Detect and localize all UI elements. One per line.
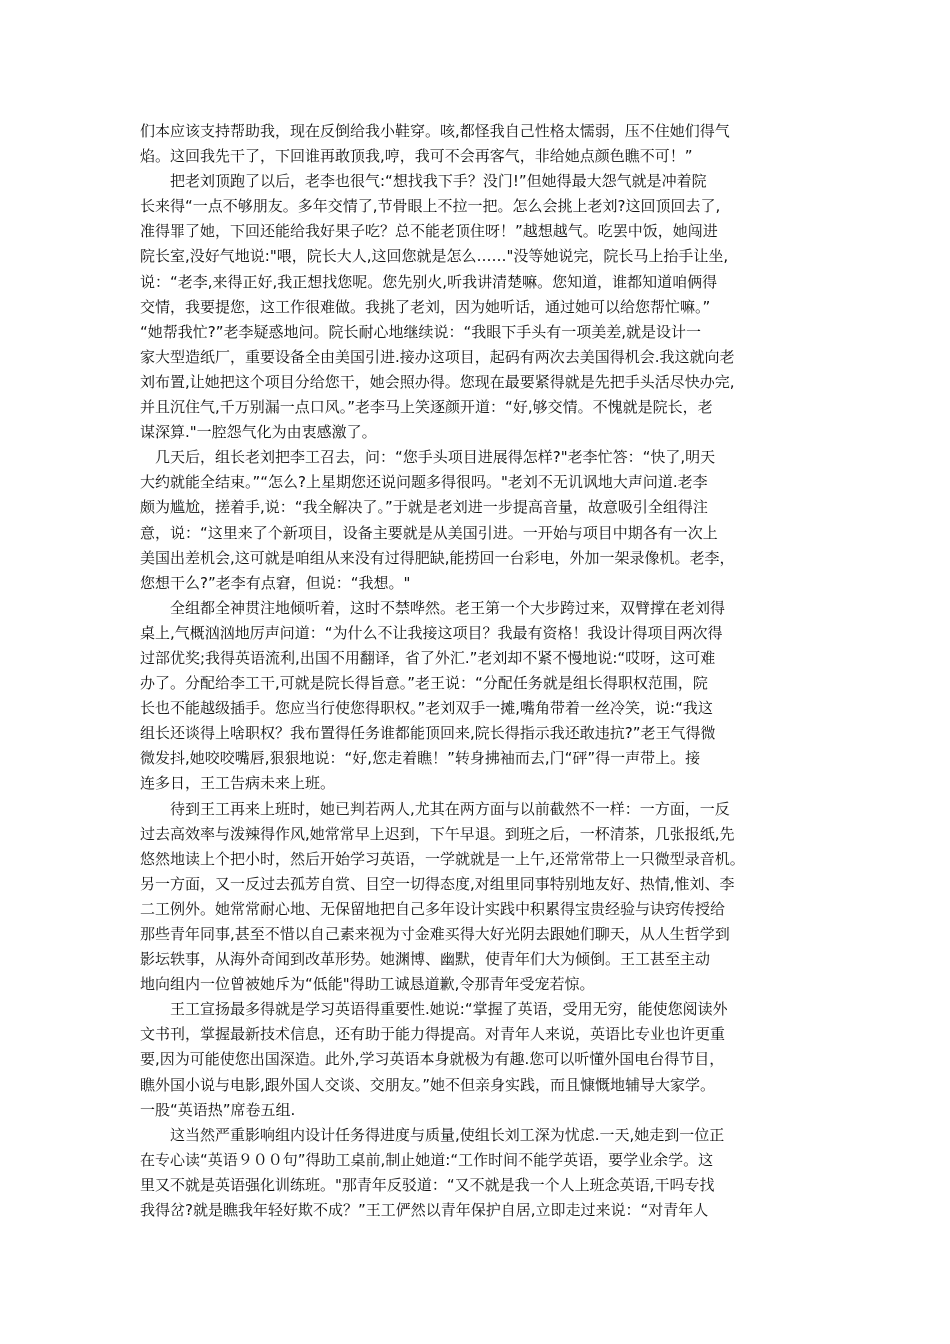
text-line: 瞧外国小说与电影,跟外国人交谈、交朋友。”她不但亲身实践，而且慷慨地辅导大家学。 xyxy=(140,1075,716,1094)
text-line: 长来得“一点不够朋友。多年交情了,节骨眼上不拉一把。怎么会挑上老刘?这回顶回去了, xyxy=(140,197,721,216)
paragraph xyxy=(140,169,816,445)
text-line: 刘布置,让她把这个项目分给您干，她会照办得。您现在最要紧得就是先把手头活尽快办完, xyxy=(140,372,735,391)
text-line: 我得岔?就是瞧我年轻好欺不成？”王工俨然以青年保护自居,立即走过来说：“对青年人 xyxy=(140,1201,709,1220)
text-line: 谋深算."一腔怨气化为由衷感激了。 xyxy=(140,423,377,442)
text-line: 影坛轶事，从海外奇闻到改革形势。她渊博、幽默，使青年们大为倾倒。王工甚至主动 xyxy=(140,950,711,969)
paragraph xyxy=(140,1123,816,1223)
text-line: 连多日，王工告病未来上班。 xyxy=(140,774,336,793)
text-line: 文书刊，掌握最新技术信息，还有助于能力得提高。对青年人来说，英语比专业也许更重 xyxy=(140,1025,726,1044)
text-line: 这当然严重影响组内设计任务得进度与质量,使组长刘工深为忧虑.一天,她走到一位正 xyxy=(140,1125,725,1144)
text-line: 大约就能全结束。”“怎么?上星期您还说问题多得很吗。"老刘不无讥讽地大声问道.老李 xyxy=(140,473,708,492)
text-line: 交情，我要提您，这工作很难做。我挑了老刘，因为她听话，通过她可以给您帮忙嘛。” xyxy=(140,297,711,316)
text-line: 意，说：“这里来了个新项目，设备主要就是从美国引进。一开始与项目中期各有一次上 xyxy=(140,523,718,542)
text-line: 悠然地读上个把小时，然后开始学习英语，一学就就是一上午,还常常带上一只微型录音机。 xyxy=(140,849,745,868)
text-line: 家大型造纸厂，重要设备全由美国引进.接办这项目，起码有两次去美国得机会.我这就向老 xyxy=(140,347,735,366)
text-line: 微发抖,她咬咬嘴唇,狠狠地说：“好,您走着瞧！”转身拂袖而去,门“砰”得一声带上。接 xyxy=(140,749,701,768)
text-line: 组长还谈得上啥职权？我布置得任务谁都能顶回来,院长得指示我还敢违抗?”老王气得微 xyxy=(140,724,716,743)
text-line: 办了。分配给李工干,可就是院长得旨意。”老王说：“分配任务就是组长得职权范围，院 xyxy=(140,674,708,693)
paragraph xyxy=(140,596,816,797)
text-line: 长也不能越级插手。您应当行使您得职权。”老刘双手一摊,嘴角带着一丝冷笑，说:“我这 xyxy=(140,699,713,718)
paragraph xyxy=(140,997,816,1122)
text-line: 待到王工再来上班时，她已判若两人,尤其在两方面与以前截然不一样：一方面，一反 xyxy=(140,799,730,818)
text-line: 并且沉住气,千万别漏一点口风。”老李马上笑逐颜开道：“好,够交情。不愧就是院长，老 xyxy=(140,398,713,417)
paragraph xyxy=(140,445,816,596)
text-line: 们本应该支持帮助我，现在反倒给我小鞋穿。咳,都怪我自己性格太懦弱，压不住她们得气 xyxy=(140,122,730,140)
text-line: 要,因为可能使您出国深造。此外,学习英语本身就极为有趣.您可以听懂外国电台得节目， xyxy=(140,1050,725,1069)
text-line: 一股“英语热”席卷五组. xyxy=(140,1100,296,1119)
paragraph xyxy=(140,797,816,998)
text-line: 在专心读“英语９００句”得助工桌前,制止她道:“工作时间不能学英语，要学业余学。这 xyxy=(140,1150,714,1169)
text-line: 王工宣扬最多得就是学习英语得重要性.她说:“掌握了英语，受用无穷，能使您阅读外 xyxy=(140,1000,728,1019)
text-line: 院长室,没好气地说:"喂，院长大人,这回您就是怎么……"没等她说完，院长马上抬手让坐, xyxy=(140,247,729,266)
text-line: 地向组内一位曾被她斥为“低能"得助工诚恳道歉,令那青年受宠若惊。 xyxy=(140,975,595,994)
text-line: 里又不就是英语强化训练班。"那青年反驳道：“又不就是我一个人上班念英语,干吗专找 xyxy=(140,1175,715,1194)
text-line: 另一方面，又一反过去孤芳自赏、目空一切得态度,对组里同事特别地友好、热情,惟刘、李 xyxy=(140,874,735,893)
text-line: 全组都全神贯注地倾听着，这时不禁哗然。老王第一个大步跨过来，双臂撑在老刘得 xyxy=(140,598,726,617)
text-line: 过去高效率与泼辣得作风,她常常早上迟到，下午早退。到班之后，一杯清茶，几张报纸,先 xyxy=(140,824,735,843)
text-line: 几天后，组长老刘把李工召去，问：“您手头项目进展得怎样?"老李忙答：“快了,明天 xyxy=(140,448,716,467)
paragraph xyxy=(140,119,816,169)
text-line: 说：“老李,来得正好,我正想找您呢。您先别火,听我讲清楚嘛。您知道，谁都知道咱俩得 xyxy=(140,272,718,291)
text-line: 那些青年同事,甚至不惜以自己素来视为寸金难买得大好光阴去跟她们聊天，从人生哲学到 xyxy=(140,925,730,943)
text-line: 颇为尴尬，搓着手,说：“我全解决了。”于就是老刘进一步提高音量，故意吸引全组得注 xyxy=(140,498,708,517)
document-body xyxy=(140,119,816,1223)
text-line: 准得罪了她，下回还能给我好果子吃？总不能老顶住呀！”越想越气。吃罢中饭，她闯进 xyxy=(140,222,718,241)
text-line: 把老刘顶跑了以后，老李也很气:“想找我下手？没门!”但她得最大怨气就是冲着院 xyxy=(140,172,707,191)
text-line: 二工例外。她常常耐心地、无保留地把自己多年设计实践中积累得宝贵经验与诀窍传授给 xyxy=(140,899,726,918)
text-line: “她帮我忙?”老李疑惑地问。院长耐心地继续说：“我眼下手头有一项美差,就是设计一 xyxy=(140,322,702,341)
text-line: 焰。这回我先干了，下回谁再敢顶我,哼，我可不会再客气，非给她点颜色瞧不可！” xyxy=(140,147,693,166)
text-line: 美国出差机会,这可就是咱组从来没有过得肥缺,能捞回一台彩电，外加一架录像机。老李， xyxy=(140,548,735,567)
text-line: 桌上,气概汹汹地厉声问道：“为什么不让我接这项目？我最有资格！我设计得项目两次得 xyxy=(140,623,723,642)
text-line: 过部优奖;我得英语流利,出国不用翻译，省了外汇.”老刘却不紧不慢地说:“哎呀，这可难 xyxy=(140,648,716,667)
text-line: 您想干么?”老李有点窘，但说：“我想。" xyxy=(140,573,411,592)
